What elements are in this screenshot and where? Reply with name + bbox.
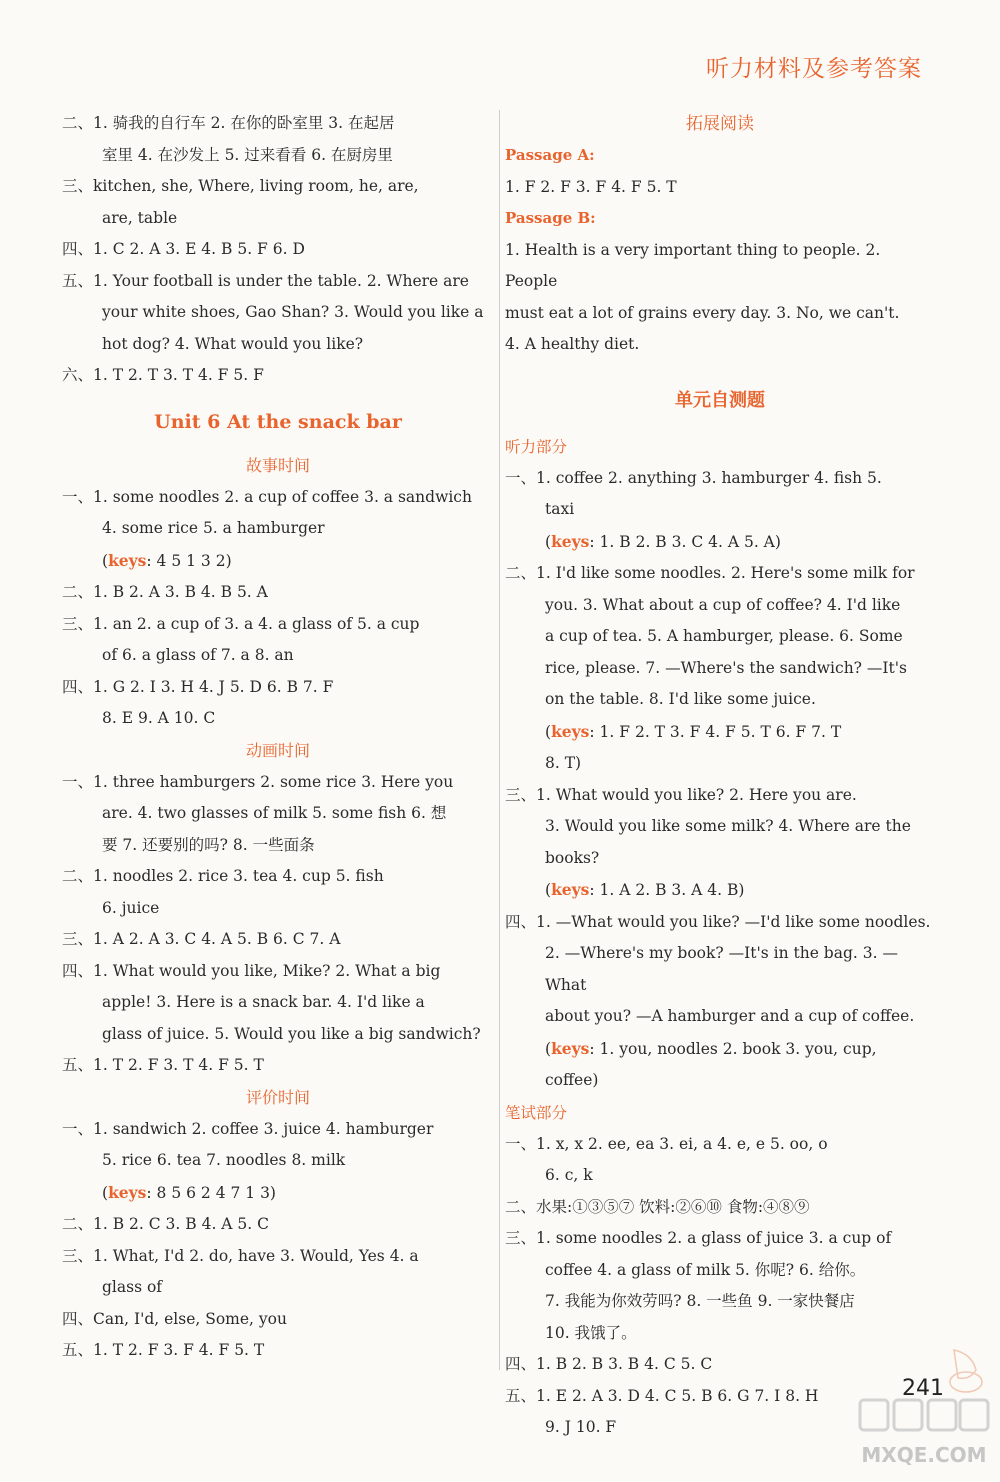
item-line: 1. T 2. F 3. F 4. F 5. T [93, 1341, 265, 1359]
page-number: 241 [902, 1376, 944, 1401]
item-line: 1. What would you like, Mike? 2. What a big [93, 961, 441, 980]
item-line: 1. Your football is under the table. 2. Where are [93, 271, 469, 290]
page-header-title: 听力材料及参考答案 [706, 56, 922, 82]
item-line: on the table. 8. I'd like some juice. [545, 690, 816, 708]
keys-value: : 1. A 2. B 3. A 4. B) [589, 881, 745, 899]
item-number: 三、 [62, 1246, 94, 1265]
item-line: 室里 4. 在沙发上 5. 过来看看 6. 在厨房里 [102, 145, 393, 164]
item-line: 4. some rice 5. a hamburger [102, 519, 325, 537]
keys-line: (keys: 1. B 2. B 3. C 4. A 5. A) [545, 531, 781, 551]
answer-item [62, 1304, 494, 1336]
item-line: apple! 3. Here is a snack bar. 4. I'd like a [102, 993, 425, 1011]
item-line: 1. A 2. A 3. C 4. A 5. B 6. C 7. A [93, 930, 341, 948]
keys-label: keys [551, 531, 590, 551]
column-divider [499, 110, 500, 1370]
keys-label: keys [108, 1182, 147, 1202]
left-column [62, 108, 494, 1367]
item-line: 1. E 2. A 3. D 4. C 5. B 6. G 7. I 8. H [536, 1386, 819, 1405]
item-line: are, table [102, 208, 178, 227]
answer-item [62, 767, 494, 799]
item-line: 6. c, k [545, 1166, 593, 1184]
item-line: 要 7. 还要别的吗? 8. 一些面条 [102, 835, 315, 854]
item-number: 三、 [62, 614, 94, 633]
answer-item [505, 1129, 935, 1161]
item-line: 1. 骑我的自行车 2. 在你的卧室里 3. 在起居 [93, 114, 395, 132]
item-number: 二、 [62, 114, 94, 132]
keys-value: : 1. F 2. T 3. F 4. F 5. T 6. F 7. T [589, 722, 842, 741]
cartoon-answers [62, 767, 494, 1082]
item-line: 1. B 2. C 3. B 4. A 5. C [93, 1215, 269, 1233]
item-line: 8. E 9. A 10. C [102, 709, 216, 727]
item-number: 一、 [505, 1134, 537, 1153]
right-column [505, 108, 935, 1444]
item-line: 1. B 2. B 3. B 4. C 5. C [536, 1355, 713, 1373]
keys-line: (keys: 1. F 2. T 3. F 4. F 5. T 6. F 7. T [545, 721, 842, 741]
item-number: 一、 [62, 1119, 94, 1138]
answer-item [505, 907, 935, 939]
answer-item [62, 672, 494, 704]
item-line: coffee 4. a glass of milk 5. 你呢? 6. 给你。 [545, 1260, 866, 1279]
answer-item [62, 609, 494, 641]
item-line: kitchen, she, Where, living room, he, are, [93, 177, 419, 195]
item-line: taxi [545, 500, 575, 518]
answer-item [62, 266, 494, 298]
item-number: 五、 [62, 1341, 94, 1359]
section-title-cartoon: 动画时间 [245, 740, 310, 760]
item-line: rice, please. 7. —Where's the sandwich? —It's [545, 658, 907, 677]
keys-value: : 4 5 1 3 2) [146, 551, 232, 570]
item-line: about you? —A hamburger and a cup of coffee. [545, 1007, 915, 1025]
item-line: 水果:①③⑤⑦ 饮料:②⑥⑩ 食物:④⑧⑨ [536, 1197, 810, 1216]
item-line: 3. Would you like some milk? 4. Where are the [545, 817, 911, 835]
item-number: 二、 [62, 867, 94, 885]
keys-line: (keys: 1. you, noodles 2. book 3. you, cup, [545, 1038, 877, 1058]
item-number: 三、 [62, 930, 94, 948]
item-line: 10. 我饿了。 [545, 1323, 637, 1342]
answer-item [62, 1241, 494, 1273]
item-number: 五、 [62, 1056, 94, 1074]
item-number: 四、 [62, 240, 94, 258]
answer-item [505, 1192, 935, 1224]
unit-test-title: 单元自测题 [675, 389, 765, 411]
item-line: books? [545, 848, 600, 867]
keys-label: keys [108, 550, 147, 570]
passage-b-label: Passage B: [505, 209, 596, 227]
answer-item [62, 171, 494, 203]
answer-item [62, 1335, 494, 1367]
passage-b-line: 4. A healthy diet. [505, 335, 640, 353]
listening-part-title: 听力部分 [505, 437, 568, 456]
answer-item [62, 956, 494, 988]
keys-value: : 8 5 6 2 4 7 1 3) [146, 1183, 276, 1202]
item-number: 五、 [62, 271, 94, 290]
item-number: 一、 [62, 772, 94, 791]
item-line: 7. 我能为你效劳吗? 8. 一些鱼 9. 一家快餐店 [545, 1292, 855, 1310]
item-line: 1. noodles 2. rice 3. tea 4. cup 5. fish [93, 867, 384, 885]
item-number: 二、 [505, 564, 537, 582]
item-line: 1. B 2. A 3. B 4. B 5. A [93, 583, 268, 601]
item-line: 1. three hamburgers 2. some rice 3. Here you [93, 772, 454, 791]
item-number: 四、 [505, 912, 537, 931]
written-part-title: 笔试部分 [505, 1103, 568, 1122]
answer-item [62, 1209, 494, 1241]
item-line: 1. some noodles 2. a glass of juice 3. a cup of [536, 1229, 892, 1247]
item-line: 1. x, x 2. ee, ea 3. ei, a 4. e, e 5. oo, o [536, 1134, 828, 1153]
item-line: hot dog? 4. What would you like? [102, 334, 364, 353]
item-number: 二、 [62, 583, 94, 601]
keys-label: keys [551, 1038, 590, 1058]
item-line: 1. some noodles 2. a cup of coffee 3. a sandwich [93, 487, 472, 506]
answer-item [62, 360, 494, 392]
answer-item [505, 1223, 935, 1255]
item-line: 1. C 2. A 3. E 4. B 5. F 6. D [93, 240, 305, 258]
passage-b-line: must eat a lot of grains every day. 3. No, we can't. [505, 303, 900, 322]
watermark-logo [854, 1342, 994, 1472]
item-number: 四、 [62, 1309, 94, 1328]
unit-title: Unit 6 At the snack bar [154, 410, 402, 433]
answer-item [62, 577, 494, 609]
keys-line: (keys: 4 5 1 3 2) [102, 550, 232, 570]
item-line: 2. —Where's my book? —It's in the bag. 3. —What [545, 944, 898, 994]
item-number: 一、 [505, 468, 537, 487]
item-line: 1. What would you like? 2. Here you are. [536, 785, 857, 804]
item-line: 1. sandwich 2. coffee 3. juice 4. hamburger [93, 1119, 434, 1138]
item-line: 1. G 2. I 3. H 4. J 5. D 6. B 7. F [93, 677, 334, 696]
keys-line: (keys: 1. A 2. B 3. A 4. B) [545, 880, 745, 899]
answer-item [505, 558, 935, 590]
item-number: 四、 [62, 677, 94, 696]
item-line: 6. juice [102, 898, 160, 917]
watermark-text: MXQE.COM [861, 1443, 987, 1467]
keys-line-cont: coffee) [545, 1071, 599, 1089]
item-line: your white shoes, Gao Shan? 3. Would you like a [102, 303, 484, 321]
item-number: 三、 [505, 1229, 537, 1247]
passage-b-line: 1. Health is a very important thing to people. 2. People [505, 240, 881, 290]
answer-item [62, 1114, 494, 1146]
item-line: of 6. a glass of 7. a 8. an [102, 646, 294, 664]
keys-value: : 1. you, noodles 2. book 3. you, cup, [589, 1039, 877, 1058]
keys-value: : 1. B 2. B 3. C 4. A 5. A) [589, 532, 781, 551]
item-number: 一、 [62, 487, 94, 506]
passage-a-answers: 1. F 2. F 3. F 4. F 5. T [505, 177, 677, 196]
item-number: 二、 [62, 1215, 94, 1233]
section-title-evaluation: 评价时间 [245, 1087, 310, 1107]
listening-answers [505, 463, 935, 1097]
item-line: you. 3. What about a cup of coffee? 4. I'd like [545, 595, 901, 614]
item-line: 1. What, I'd 2. do, have 3. Would, Yes 4. a [93, 1246, 419, 1265]
item-number: 六、 [62, 366, 94, 384]
answer-item [62, 1050, 494, 1082]
keys-label: keys [551, 721, 590, 741]
item-line: 1. T 2. T 3. T 4. F 5. F [93, 366, 264, 384]
item-line: 1. an 2. a cup of 3. a 4. a glass of 5. a cup [93, 614, 420, 633]
previous-unit-answers [62, 108, 494, 392]
keys-line: (keys: 8 5 6 2 4 7 1 3) [102, 1182, 276, 1202]
item-line: 1. coffee 2. anything 3. hamburger 4. fish 5. [536, 468, 882, 487]
item-line: Can, I'd, else, Some, you [93, 1309, 287, 1328]
keys-line-cont: 8. T) [545, 754, 582, 772]
item-number: 二、 [505, 1197, 537, 1216]
item-line: glass of [102, 1278, 163, 1296]
item-line: glass of juice. 5. Would you like a big sandwich? [102, 1024, 481, 1043]
item-number: 三、 [62, 177, 94, 195]
answer-item [62, 234, 494, 266]
item-line: a cup of tea. 5. A hamburger, please. 6. Some [545, 627, 903, 645]
answer-item [505, 780, 935, 812]
item-number: 五、 [505, 1386, 537, 1405]
evaluation-answers [62, 1114, 494, 1367]
keys-label: keys [551, 880, 590, 899]
item-line: 1. T 2. F 3. T 4. F 5. T [93, 1056, 264, 1074]
section-title-reading: 拓展阅读 [686, 114, 754, 134]
item-number: 四、 [62, 961, 94, 980]
story-answers [62, 482, 494, 735]
item-line: 5. rice 6. tea 7. noodles 8. milk [102, 1151, 346, 1169]
answer-item [505, 463, 935, 495]
answer-item [62, 924, 494, 956]
item-line: 1. I'd like some noodles. 2. Here's some milk for [536, 564, 915, 582]
item-number: 三、 [505, 785, 537, 804]
answer-item [62, 108, 494, 140]
passage-a-label: Passage A: [505, 146, 595, 164]
item-number: 四、 [505, 1355, 537, 1373]
section-title-story: 故事时间 [245, 455, 310, 475]
item-line: are. 4. two glasses of milk 5. some fish 6. 想 [102, 804, 447, 822]
answer-item [62, 861, 494, 893]
answer-item [62, 482, 494, 514]
item-line: 1. —What would you like? —I'd like some noodles. [536, 912, 931, 931]
item-line: 9. J 10. F [545, 1418, 617, 1436]
passage-b-answers [505, 235, 935, 361]
